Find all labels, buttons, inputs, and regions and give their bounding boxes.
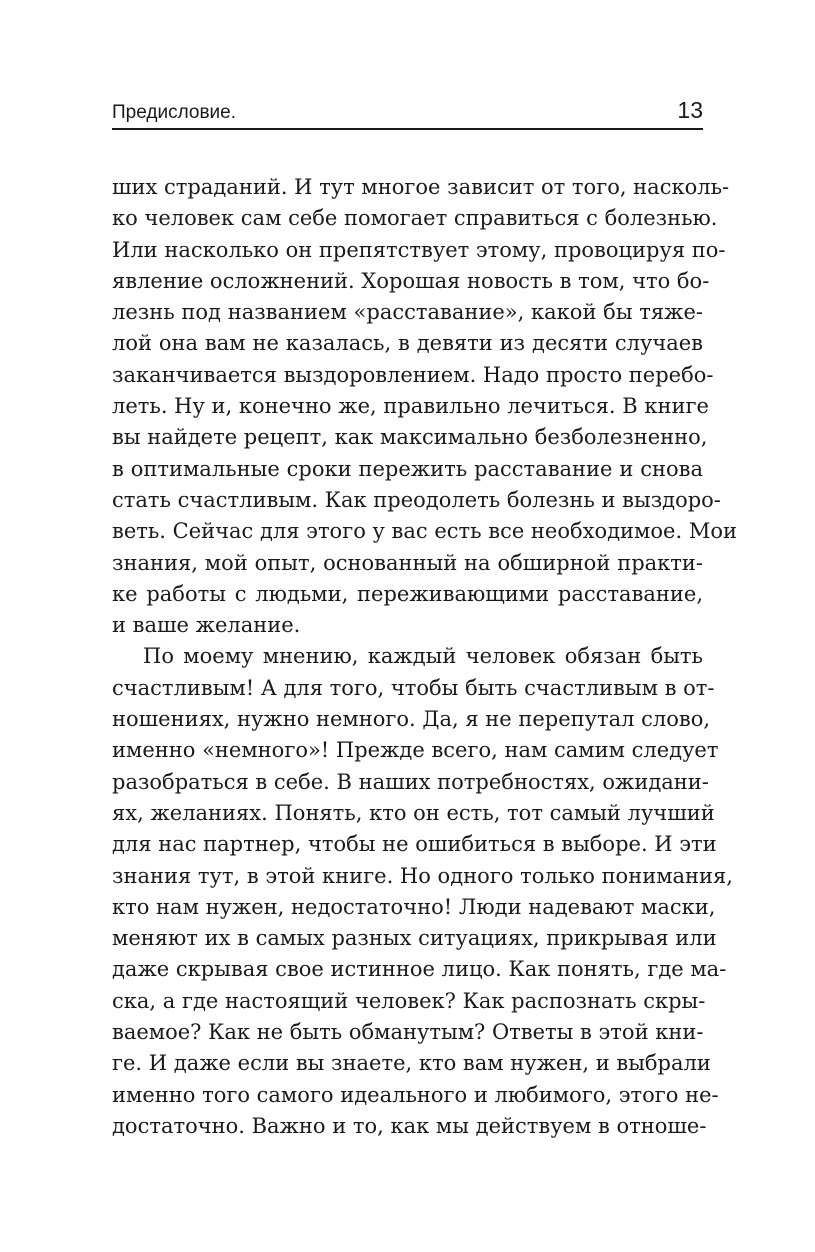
header-rule	[112, 128, 703, 130]
running-title: Предисловие.	[112, 102, 236, 123]
text-line: Или насколько он препятствует этому, провоцируя по-	[112, 237, 726, 262]
text-line: явление осложнений. Хорошая новость в том, что бо-	[112, 268, 710, 293]
text-line: лезнь под названием «расставание», какой бы тяже-	[112, 300, 703, 325]
text-line: именно того самого идеального и любимого, этого не-	[112, 1082, 719, 1107]
text-line: меняют их в самых разных ситуациях, прикрывая или	[112, 926, 717, 951]
text-line: именно «немного»! Прежде всего, нам самим следует	[112, 738, 719, 763]
text-line: леть. Ну и, конечно же, правильно лечиться. В книге	[112, 394, 709, 419]
text-line: По моему мнению, каждый человек обязан быть	[143, 644, 703, 669]
text-line: кто нам нужен, недостаточно! Люди надевают маски,	[112, 894, 716, 919]
text-line: даже скрывая свое истинное лицо. Как понять, где ма-	[112, 957, 727, 982]
text-line: ших страданий. И тут многое зависит от того, насколь-	[112, 175, 730, 199]
text-line: заканчивается выздоровлением. Надо просто перебо-	[112, 362, 714, 387]
text-line: достаточно. Важно и то, как мы действуем в отноше-	[112, 1113, 707, 1138]
text-line: веть. Сейчас для этого у вас есть все необходимое. Мои	[112, 519, 737, 544]
text-line: лой она вам не казалась, в девяти из десяти случаев	[112, 331, 703, 356]
text-line: ко человек сам себе помогает справиться с болезнью.	[112, 206, 718, 231]
text-line: и ваше желание.	[112, 613, 301, 638]
text-line: ге. И даже если вы знаете, кто вам нужен, и выбрали	[112, 1051, 711, 1076]
text-line: счастливым! А для того, чтобы быть счастливым в от-	[112, 675, 715, 700]
text-line: разобраться в себе. В наших потребностях, ожидани-	[112, 769, 709, 794]
text-line: ска, а где настоящий человек? Как распознать скры-	[112, 988, 706, 1013]
body-text	[112, 172, 737, 1142]
text-line: знания тут, в этой книге. Но одного только понимания,	[112, 863, 733, 888]
text-line: ваемое? Как не быть обманутым? Ответы в этой кни-	[112, 1020, 704, 1045]
text-line: для нас партнер, чтобы не ошибиться в выборе. И эти	[112, 832, 717, 857]
text-line: ношениях, нужно немного. Да, я не перепутал слово,	[112, 707, 711, 732]
running-head	[112, 97, 703, 127]
text-line: знания, мой опыт, основанный на обширной практи-	[112, 550, 703, 575]
text-line: вы найдете рецепт, как максимально безболезненно,	[112, 425, 708, 450]
text-line: в оптимальные сроки пережить расставание и снова	[112, 456, 703, 481]
text-line: стать счастливым. Как преодолеть болезнь и выздоро-	[112, 487, 721, 512]
text-line: ях, желаниях. Понять, кто он есть, тот самый лучший	[112, 800, 715, 825]
page-number: 13	[677, 97, 703, 123]
text-line: ке работы с людьми, переживающими расставание,	[112, 581, 703, 606]
